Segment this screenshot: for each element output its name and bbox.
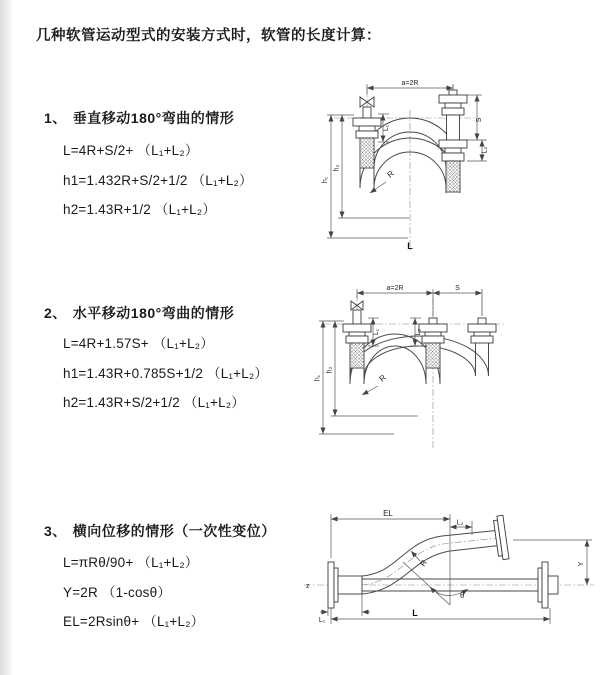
label-theta: θ xyxy=(460,591,465,600)
upper-flange xyxy=(493,515,509,560)
braid-hatch xyxy=(426,343,440,368)
section-1-title: 垂直移动180°弯曲的情形 xyxy=(72,110,235,126)
section-1-heading xyxy=(44,108,234,128)
label-l1: L₁ xyxy=(318,617,326,624)
formula-3-L: L=πRθ/90+ （L₁+L₂） xyxy=(63,555,199,570)
formula-2-h2: h2=1.43R+S/2+1/2 （L₁+L₂） xyxy=(63,395,245,410)
formula-1-h1: h1=1.432R+S/2+1/2 （L₁+L₂） xyxy=(63,173,253,188)
label-s: S xyxy=(476,117,483,123)
section-1-number: 1、 xyxy=(44,110,67,126)
diagram-horizontal-180-bend xyxy=(310,278,595,463)
label-h2: h₂ xyxy=(326,366,334,374)
braid-hatch xyxy=(446,161,460,192)
middle-pipe-assembly xyxy=(419,318,447,368)
label-el: EL xyxy=(383,509,393,518)
label-radius: R xyxy=(418,558,429,569)
label-length: L xyxy=(407,241,413,251)
diagram-lateral-displacement xyxy=(300,505,600,645)
label-z-mark: z xyxy=(306,583,310,590)
label-radius: R xyxy=(385,168,396,180)
braid-hatch xyxy=(350,343,364,368)
label-l2: L₂ xyxy=(456,519,464,527)
label-l1: L₁ xyxy=(383,124,390,132)
label-a2r: a=2R xyxy=(401,80,419,87)
dimension-lines xyxy=(315,285,483,434)
formula-3-Y: Y=2R （1-cosθ） xyxy=(63,585,172,600)
section-3-heading xyxy=(44,521,276,541)
right-pipe-assembly xyxy=(439,90,467,192)
label-length: L xyxy=(412,608,418,618)
page-title: 几种软管运动型式的安装方式时，软管的长度计算： xyxy=(36,28,381,44)
section-2-title: 水平移动180°弯曲的情形 xyxy=(72,305,235,321)
formula-2-L: L=4R+1.57S+ （L₁+L₂） xyxy=(63,336,214,351)
right-lower-flange xyxy=(538,562,558,608)
radius-line xyxy=(403,562,450,605)
dimension-lines xyxy=(306,509,592,624)
label-l2: L₂ xyxy=(481,146,489,154)
label-y: Y xyxy=(578,561,585,567)
dimension-lines xyxy=(322,80,489,251)
formula-1-h2: h2=1.43R+1/2 （L₁+L₂） xyxy=(63,202,217,217)
formula-1-L: L=4R+S/2+ （L₁+L₂） xyxy=(63,143,199,158)
section-3-number: 3、 xyxy=(44,523,67,539)
formula-3-EL: EL=2Rsinθ+ （L₁+L₂） xyxy=(63,614,205,629)
hose-curves xyxy=(350,334,489,384)
section-2-heading xyxy=(44,303,234,323)
braid-hatch xyxy=(360,138,374,168)
section-2-number: 2、 xyxy=(44,305,67,321)
label-h2: h₂ xyxy=(333,164,341,172)
label-l1: L₁ xyxy=(373,328,380,336)
label-l2: L₂ xyxy=(415,328,422,336)
label-s: S xyxy=(455,285,460,292)
label-a2r: a=2R xyxy=(386,285,404,292)
section-3-title: 横向位移的情形（一次性变位） xyxy=(72,523,276,539)
left-flange xyxy=(328,562,362,608)
left-pipe-assembly xyxy=(343,301,371,368)
right-pipe-assembly xyxy=(468,318,496,343)
label-h1: h₁ xyxy=(322,176,329,184)
left-pipe-assembly xyxy=(353,97,381,168)
formula-2-h1: h1=1.43R+0.785S+1/2 （L₁+L₂） xyxy=(63,366,269,381)
label-h1: h₁ xyxy=(314,374,322,382)
page-edge-shadow xyxy=(0,0,14,675)
diagram-vertical-180-bend xyxy=(310,72,590,257)
label-radius: R xyxy=(377,372,388,384)
